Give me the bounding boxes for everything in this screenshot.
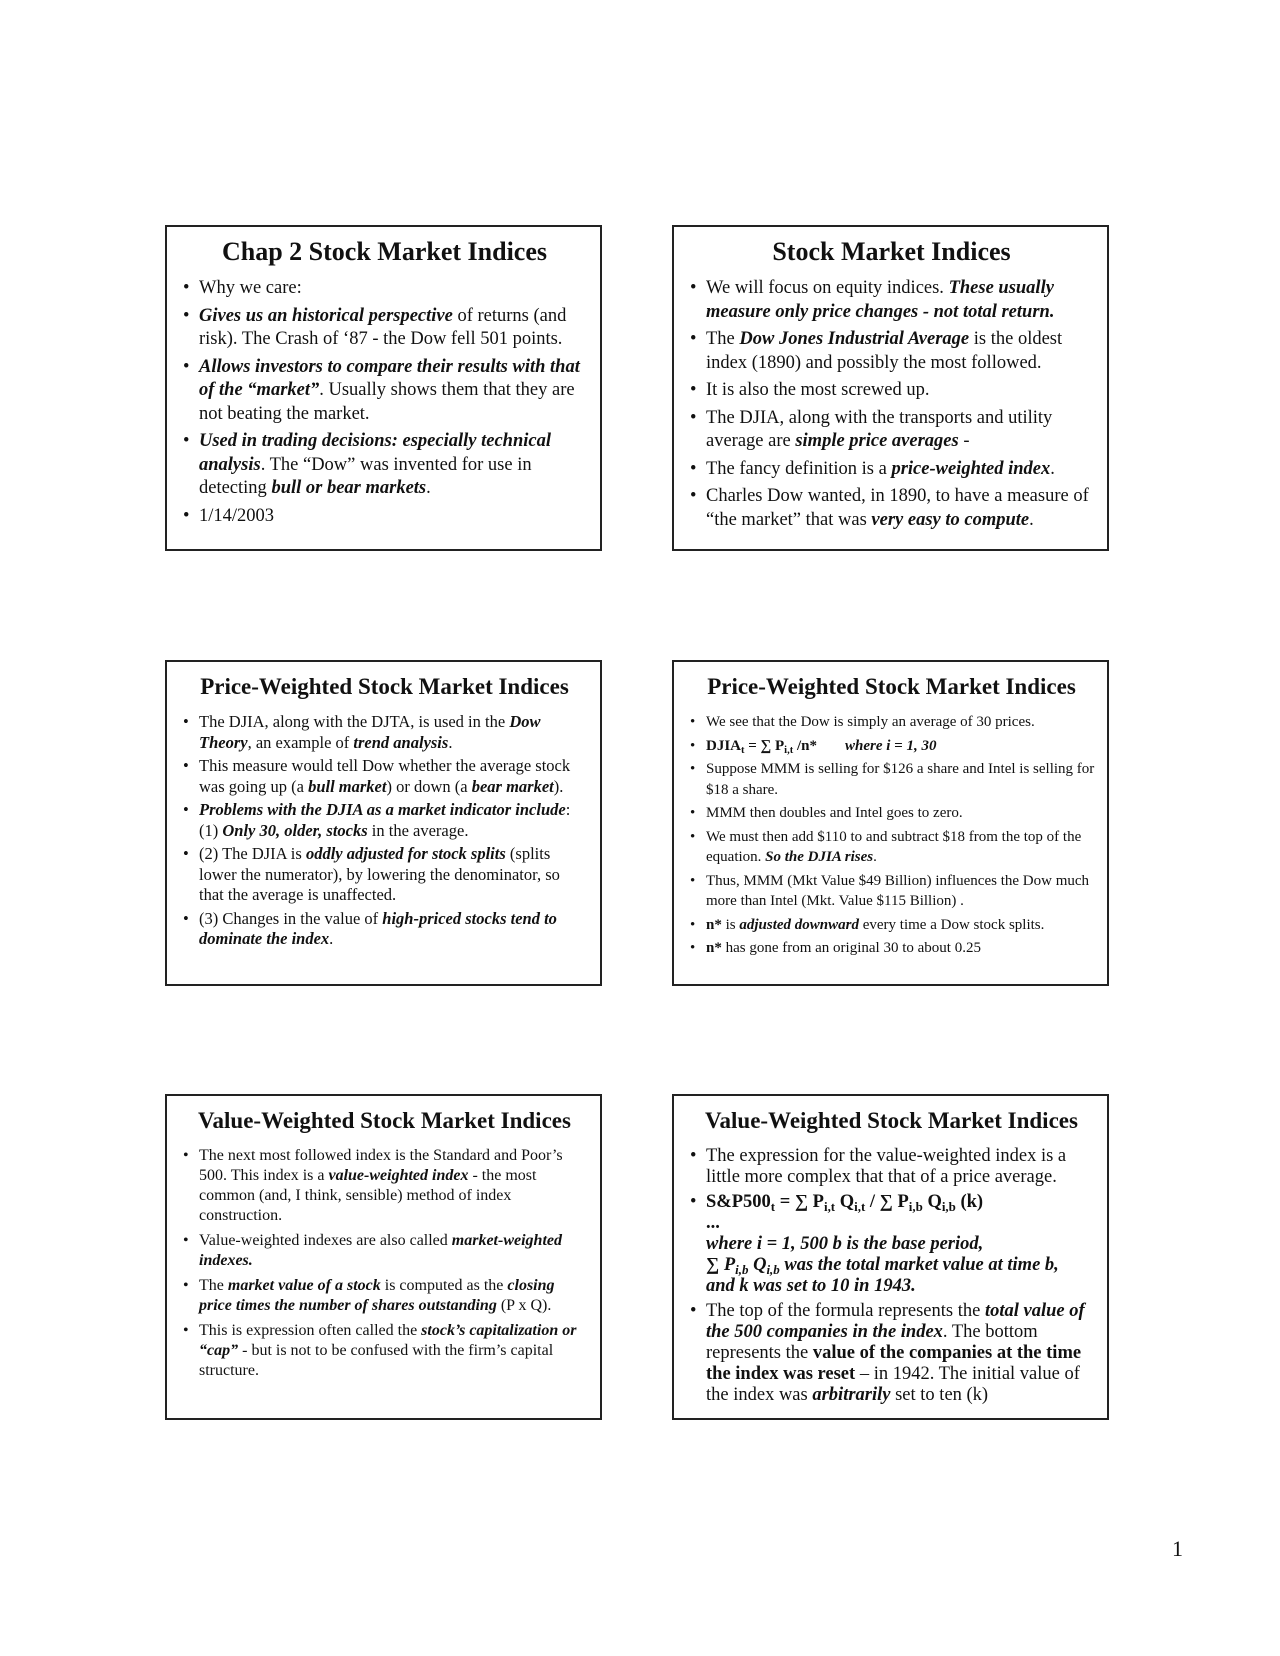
bullet-item: • (3) Changes in the value of high-priced stocks tend to dominate the index. [181,909,588,950]
bullet-list [688,277,1095,532]
slide-title: Chap 2 Stock Market Indices [221,237,547,266]
bullet-item: • The DJIA, along with the transports and utility average are simple price averages - [688,407,1095,454]
slide-value-weighted-indices-1 [165,1094,602,1420]
bullet-item: • The Dow Jones Industrial Average is the oldest index (1890) and possibly the most followed. [688,328,1095,375]
slide-title: Stock Market Indices [772,237,1011,266]
page-number: 1 [1172,1536,1183,1561]
bullet-item: • Charles Dow wanted, in 1890, to have a measure of “the market” that was very easy to compute. [688,485,1095,532]
bullet-item: • Why we care: [181,277,588,301]
bullet-item: • n* is adjusted downward every time a Dow stock splits. [688,915,1095,936]
sp500-formula: • $S\&P500_t$ = ∑ $P_{i,t}$ $Q_{i,t}$ / ∑ $P_{i,b}$ $Q_{i,b}$ (k) ... where i = 1, 500 b is the base period, ∑ $P_{i,b}$ $Q_{i,b}$ was the total market value at time b, and k was set to 10 in 1943. [688,1192,1095,1297]
slide-title: Value-Weighted Stock Market Indices [705,1108,1078,1133]
djia-formula: • $DJIA_t$ = ∑ $P_{i,t}$ /n* where i = 1, 30 [688,736,1095,757]
bullet-item: • Thus, MMM (Mkt Value $49 Billion) influences the Dow much more than Intel (Mkt. Value $115 Billion) . [688,871,1095,912]
slide-price-weighted-indices-2 [672,660,1109,986]
bullet-list [181,1146,588,1381]
bullet-item: • Allows investors to compare their results with that of the “market”. Usually shows them that they are not beating the market. [181,356,588,427]
slide-title: Price-Weighted Stock Market Indices [200,674,569,699]
bullet-item: • It is also the most screwed up. [688,379,1095,403]
bullet-item: • MMM then doubles and Intel goes to zero. [688,803,1095,824]
bullet-item: • Value-weighted indexes are also called market-weighted indexes. [181,1231,588,1271]
bullet-item: • We see that the Dow is simply an average of 30 prices. [688,712,1095,733]
bullet-item: • The expression for the value-weighted index is a little more complex that that of a price average. [688,1146,1095,1188]
bullet-item: • The next most followed index is the Standard and Poor’s 500. This index is a value-weighted index - the most common (and, I think, sensible) method of index construction. [181,1146,588,1226]
bullet-item: • The fancy definition is a price-weighted index. [688,458,1095,482]
slide-title: Value-Weighted Stock Market Indices [198,1108,571,1133]
bullet-list [181,712,588,950]
bullet-item: • Problems with the DJIA as a market indicator include: (1) Only 30, older, stocks in the average. [181,800,588,841]
bullet-item: • 1/14/2003 [181,505,588,529]
bullet-item: • The DJIA, along with the DJTA, is used in the Dow Theory, an example of trend analysis. [181,712,588,753]
slide-value-weighted-indices-2 [672,1094,1109,1420]
slide-title: Price-Weighted Stock Market Indices [707,674,1076,699]
bullet-item: • n* has gone from an original 30 to about 0.25 [688,938,1095,959]
bullet-list [688,1146,1095,1406]
bullet-item: • The market value of a stock is computed as the closing price times the number of shares outstanding (P x Q). [181,1276,588,1316]
bullet-item: • Used in trading decisions: especially technical analysis. The “Dow” was invented for use in detecting bull or bear markets. [181,430,588,501]
bullet-item: • (2) The DJIA is oddly adjusted for stock splits (splits lower the numerator), by lowering the denominator, so that the average is unaffected. [181,844,588,906]
bullet-item: • This is expression often called the stock’s capitalization or “cap” - but is not to be confused with the firm’s capital structure. [181,1321,588,1381]
slide-chap2-stock-market-indices [165,225,602,551]
bullet-item: • This measure would tell Dow whether the average stock was going up (a bull market) or down (a bear market). [181,756,588,797]
bullet-item: • Suppose MMM is selling for $126 a share and Intel is selling for $18 a share. [688,759,1095,800]
bullet-item: • We must then add $110 to and subtract $18 from the top of the equation. So the DJIA rises. [688,827,1095,868]
slide-stock-market-indices [672,225,1109,551]
bullet-item: • Gives us an historical perspective of returns (and risk). The Crash of ‘87 - the Dow fell 501 points. [181,305,588,352]
bullet-list [688,712,1095,959]
bullet-list [181,277,588,528]
slide-price-weighted-indices-1 [165,660,602,986]
bullet-item: • The top of the formula represents the total value of the 500 companies in the index. The bottom represents the value of the companies at the time the index was reset – in 1942. The initial value of the index was arbitrarily set to ten (k) [688,1301,1095,1406]
bullet-item: • We will focus on equity indices. These usually measure only price changes - not total return. [688,277,1095,324]
